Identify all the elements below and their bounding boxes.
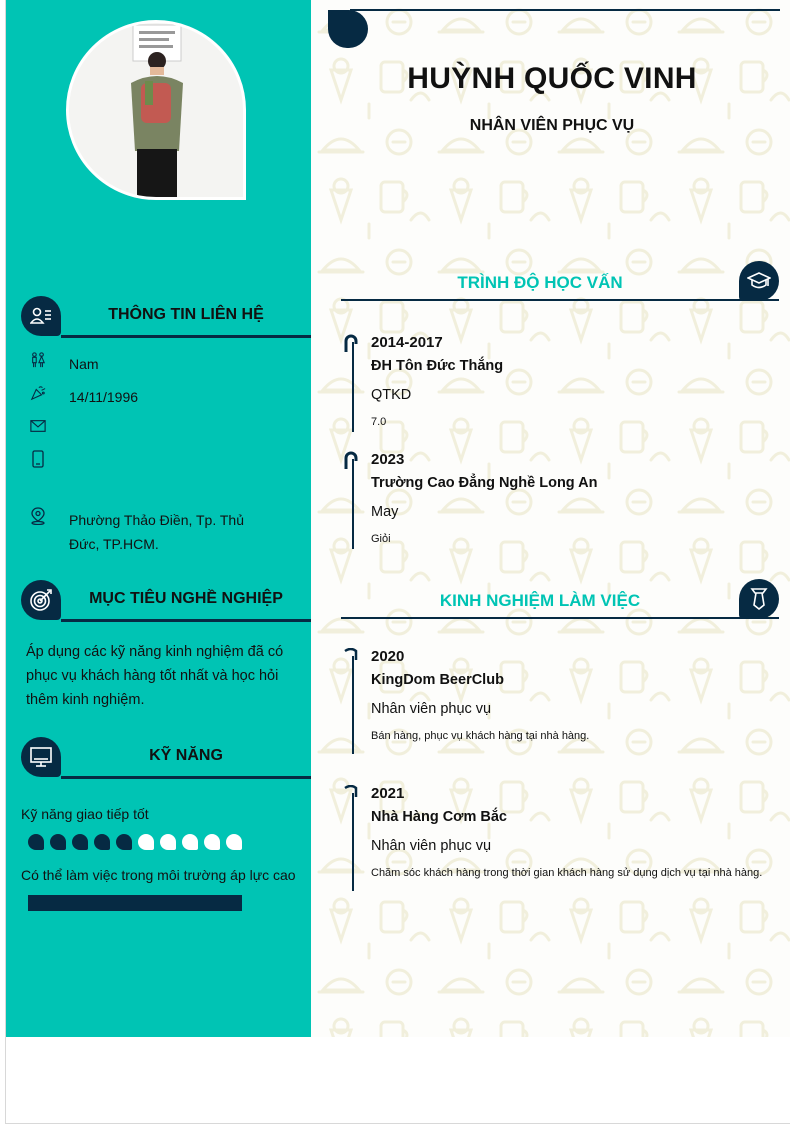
section-divider [61,335,311,338]
experience-description: Bán hàng, phục vụ khách hàng tại nhà hàng. [371,730,590,742]
section-divider [341,617,779,619]
party-popper-icon [30,385,46,401]
skill-dot-filled [72,834,88,850]
skill-dot-filled [28,834,44,850]
monitor-icon [21,737,61,777]
header-badge [328,10,368,48]
phone-row [30,451,249,467]
skill-dot-filled [116,834,132,850]
objective-text: Áp dụng các kỹ năng kinh nghiệm đã có phục vụ khách hàng tốt nhất và học hỏi thêm kinh nghiệm. [26,644,284,708]
experience-year: 2021 [371,785,405,802]
address-value: Phường Thảo Điền, Tp. Thủ Đức, TP.HCM. [69,512,244,552]
email-row [30,418,249,434]
experience-entry [341,648,781,758]
timeline-rail [352,342,354,432]
skill-dot-filled [94,834,110,850]
experience-company: KingDom BeerClub [371,672,504,688]
experience-entry [341,785,781,895]
job-title: NHÂN VIÊN PHỤC VỤ [469,117,635,134]
necktie-icon [739,579,779,619]
gender-value: Nam [69,356,99,372]
skills-section-header [21,737,311,779]
location-pin-icon [30,508,46,524]
experience-company: Nhà Hàng Cơm Bắc [371,809,508,825]
skill-level-bar [28,895,242,911]
gender-row [30,352,249,376]
education-year: 2014-2017 [371,334,443,351]
timeline-hook-icon [343,334,359,354]
skill-dot-empty [204,834,220,850]
skill-name: Có thể làm việc trong môi trường áp lực cao [21,867,296,883]
experience-description: Chăm sóc khách hàng trong thời gian khách hàng sử dụng dịch vụ tại nhà hàng. [371,867,763,879]
timeline-hook-icon [343,648,359,662]
target-icon [21,580,61,620]
experience-position: Nhân viên phục vụ [371,838,492,854]
experience-position: Nhân viên phục vụ [371,701,492,717]
section-divider [61,619,311,622]
education-major: May [371,504,399,520]
birthday-row [30,385,249,409]
skill-rating-dots [28,834,242,850]
education-grade: Giỏi [371,533,391,545]
skill-name: Kỹ năng giao tiếp tốt [21,806,149,822]
education-major: QTKD [371,387,412,403]
experience-year: 2020 [371,648,405,665]
candidate-name: HUỲNH QUỐC VINH [407,62,697,95]
section-divider [61,776,311,779]
graduation-cap-icon [739,261,779,301]
avatar [66,20,246,200]
education-section-title: TRÌNH ĐỘ HỌC VẤN [457,273,623,292]
gender-icon [30,352,46,368]
envelope-icon [30,418,46,434]
skill-dot-empty [160,834,176,850]
education-section-header [341,261,779,301]
skill-dot-filled [50,834,66,850]
timeline-rail [352,793,354,891]
address-row [30,508,249,556]
education-year: 2023 [371,451,405,468]
skills-section-title: KỸ NĂNG [149,747,223,764]
skill-dot-empty [138,834,154,850]
education-school: Trường Cao Đẳng Nghề Long An [371,475,598,491]
experience-section-header [341,579,779,619]
timeline-rail [352,656,354,754]
experience-section-title: KINH NGHIỆM LÀM VIỆC [439,591,641,610]
skill-dot-empty [226,834,242,850]
timeline-hook-icon [343,451,359,471]
contact-section-title: THÔNG TIN LIÊN HỆ [108,306,264,323]
contact-section-header [21,296,311,338]
timeline-hook-icon [343,785,359,799]
objective-section-title: MỤC TIÊU NGHỀ NGHIỆP [89,590,283,607]
skill-dot-empty [182,834,198,850]
section-divider [341,299,779,301]
phone-icon [30,451,46,467]
skill-level-fill [28,895,242,911]
education-grade: 7.0 [371,416,387,428]
education-school: ĐH Tôn Đức Thắng [371,358,504,374]
contact-card-icon [21,296,61,336]
education-entry [341,451,781,551]
birthday-value: 14/11/1996 [69,389,139,405]
objective-section-header [21,580,311,622]
header-line [350,9,780,11]
timeline-rail [352,459,354,549]
